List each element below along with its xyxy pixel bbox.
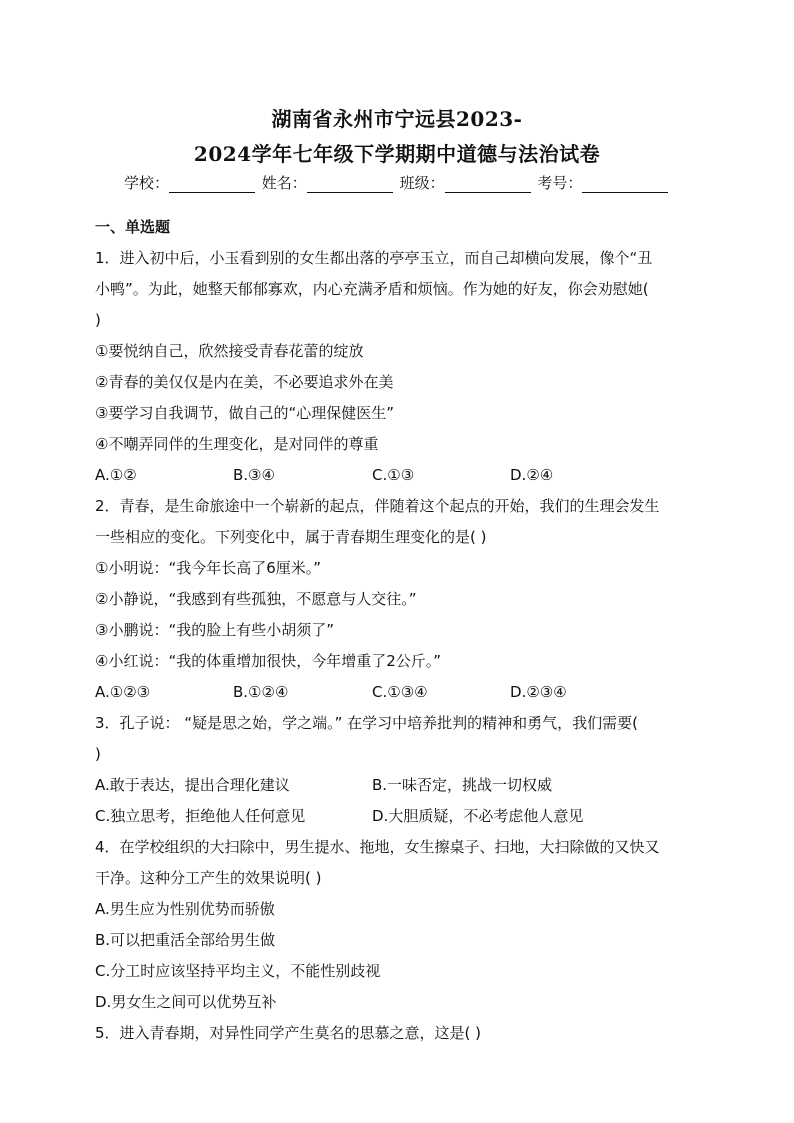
q1-option-c[interactable]: C.①③ — [372, 466, 415, 484]
q2-stem-line1: 2．青春，是生命旅途中一个崭新的起点，伴随着这个起点的开始，我们的生理会发生 — [95, 497, 660, 515]
q3-stem-line2: ) — [95, 745, 101, 763]
class-blank[interactable] — [445, 175, 531, 193]
q1-statement-3: ③要学习自我调节，做自己的“心理保健医生” — [95, 404, 394, 422]
q2-option-d[interactable]: D.②③④ — [510, 683, 567, 701]
q3-stem-line1: 3．孔子说： “疑是思之始，学之端。” 在学习中培养批判的精神和勇气，我们需要( — [95, 714, 638, 732]
exam-title-line2: 2024学年七年级下学期期中道德与法治试卷 — [193, 142, 601, 166]
q1-option-d[interactable]: D.②④ — [510, 466, 554, 484]
name-blank[interactable] — [307, 175, 393, 193]
q1-stem-line2: 小鸭”。为此，她整天郁郁寡欢，内心充满矛盾和烦恼。作为她的好友，你会劝慰她( — [95, 280, 649, 298]
q5-stem-line1: 5．进入青春期，对异性同学产生莫名的思慕之意，这是( ) — [95, 1024, 482, 1042]
exam-title-line1: 湖南省永州市宁远县2023- — [271, 107, 523, 131]
q2-statement-3: ③小鹏说：“我的脸上有些小胡须了” — [95, 621, 334, 639]
q3-option-d[interactable]: D.大胆质疑，不必考虑他人意见 — [372, 807, 584, 825]
q1-option-b[interactable]: B.③④ — [233, 466, 275, 484]
q2-option-c[interactable]: C.①③④ — [372, 683, 428, 701]
q1-statement-4: ④不嘲弄同伴的生理变化，是对同伴的尊重 — [95, 435, 379, 453]
q3-options-row1 — [95, 770, 710, 801]
q3-option-b[interactable]: B.一味否定，挑战一切权威 — [372, 776, 553, 794]
class-label: 班级： — [399, 174, 445, 192]
q3-option-c[interactable]: C.独立思考，拒绝他人任何意见 — [95, 807, 306, 825]
section-heading: 一、单选题 — [95, 218, 171, 236]
q4-option-d[interactable]: D.男女生之间可以优势互补 — [95, 993, 277, 1011]
q4-stem-line2: 干净。这种分工产生的效果说明( ) — [95, 869, 322, 887]
q2-statement-4: ④小红说：“我的体重增加很快，今年增重了2公斤。” — [95, 652, 442, 670]
q1-options — [95, 460, 710, 491]
q4-option-b[interactable]: B.可以把重活全部给男生做 — [95, 931, 276, 949]
q1-statement-1: ①要悦纳自己，欣然接受青春花蕾的绽放 — [95, 342, 364, 360]
q2-options — [95, 677, 710, 708]
student-info-row — [124, 172, 670, 193]
exam-content — [95, 212, 710, 1049]
name-label: 姓名： — [261, 174, 307, 192]
q2-statement-1: ①小明说：“我今年长高了6厘米。” — [95, 559, 322, 577]
school-blank[interactable] — [169, 175, 255, 193]
q4-stem-line1: 4．在学校组织的大扫除中，男生提水、拖地，女生擦桌子、扫地，大扫除做的又快又 — [95, 838, 660, 856]
q1-statement-2: ②青春的美仅仅是内在美，不必要追求外在美 — [95, 373, 394, 391]
q1-stem-line1: 1．进入初中后，小玉看到别的女生都出落的亭亭玉立，而自己却横向发展，像个“丑 — [95, 249, 653, 267]
q1-option-a[interactable]: A.①② — [95, 466, 137, 484]
school-label: 学校： — [124, 174, 170, 192]
number-blank[interactable] — [582, 175, 668, 193]
q3-option-a[interactable]: A.敢于表达，提出合理化建议 — [95, 776, 290, 794]
q4-option-c[interactable]: C.分工时应该坚持平均主义，不能性别歧视 — [95, 962, 381, 980]
q2-option-a[interactable]: A.①②③ — [95, 683, 151, 701]
number-label: 考号： — [537, 174, 583, 192]
q2-statement-2: ②小静说，“我感到有些孤独，不愿意与人交往。” — [95, 590, 417, 608]
q4-option-a[interactable]: A.男生应为性别优势而骄傲 — [95, 900, 275, 918]
q3-options-row2 — [95, 801, 710, 832]
q2-stem-line2: 一些相应的变化。下列变化中，属于青春期生理变化的是( ) — [95, 528, 487, 546]
q1-stem-line3: ) — [95, 311, 101, 329]
q2-option-b[interactable]: B.①②④ — [233, 683, 289, 701]
